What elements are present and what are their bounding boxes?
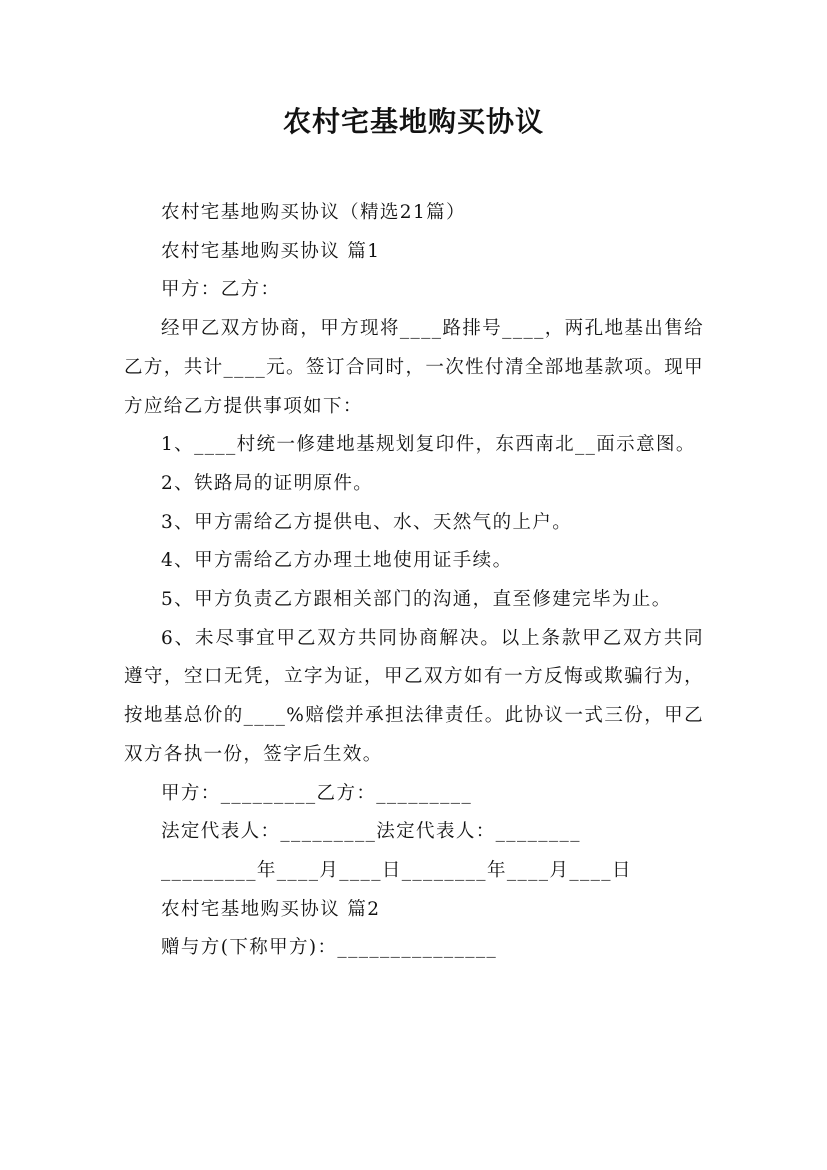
paragraph-signature-dates: _________年____月____日________年____月____日 — [161, 859, 632, 881]
paragraph-item-6: 6、未尽事宜甲乙双方共同协商解决。以上条款甲乙双方共同遵守，空口无凭，立字为证，甲乙双方如有一方反悔或欺骗行为，按地基总价的____%赔偿并承担法律责任。此协议一式三份，甲乙双方各执一份，签字后生效。 — [124, 627, 704, 765]
document-body — [124, 194, 704, 968]
paragraph-item-5: 5、甲方负责乙方跟相关部门的沟通，直至修建完毕为止。 — [161, 589, 672, 611]
paragraph-agreement-intro: 经甲乙双方协商，甲方现将____路排号____，两孔地基出售给乙方，共计____元。签订合同时，一次性付清全部地基款项。现甲方应给乙方提供事项如下： — [124, 318, 704, 417]
paragraph-item-3: 3、甲方需给乙方提供电、水、天然气的上户。 — [161, 511, 573, 533]
paragraph-item-4: 4、甲方需给乙方办理土地使用证手续。 — [161, 550, 513, 572]
paragraph-section-heading-1: 农村宅基地购买协议 篇1 — [161, 240, 381, 262]
paragraph-donor: 赠与方(下称甲方)：_______________ — [161, 937, 498, 959]
paragraph-subtitle: 农村宅基地购买协议（精选21篇） — [161, 202, 466, 223]
paragraph-signature-parties: 甲方：_________乙方：_________ — [161, 782, 473, 804]
paragraph-item-1: 1、____村统一修建地基规划复印件，东西南北__面示意图。 — [161, 434, 696, 456]
paragraph-parties: 甲方：乙方： — [161, 279, 281, 301]
paragraph-section-heading-2: 农村宅基地购买协议 篇2 — [161, 898, 381, 920]
paragraph-legal-representatives: 法定代表人：_________法定代表人：________ — [161, 821, 581, 843]
paragraph-item-2: 2、铁路局的证明原件。 — [161, 472, 374, 494]
document-title: 农村宅基地购买协议 — [282, 105, 544, 138]
